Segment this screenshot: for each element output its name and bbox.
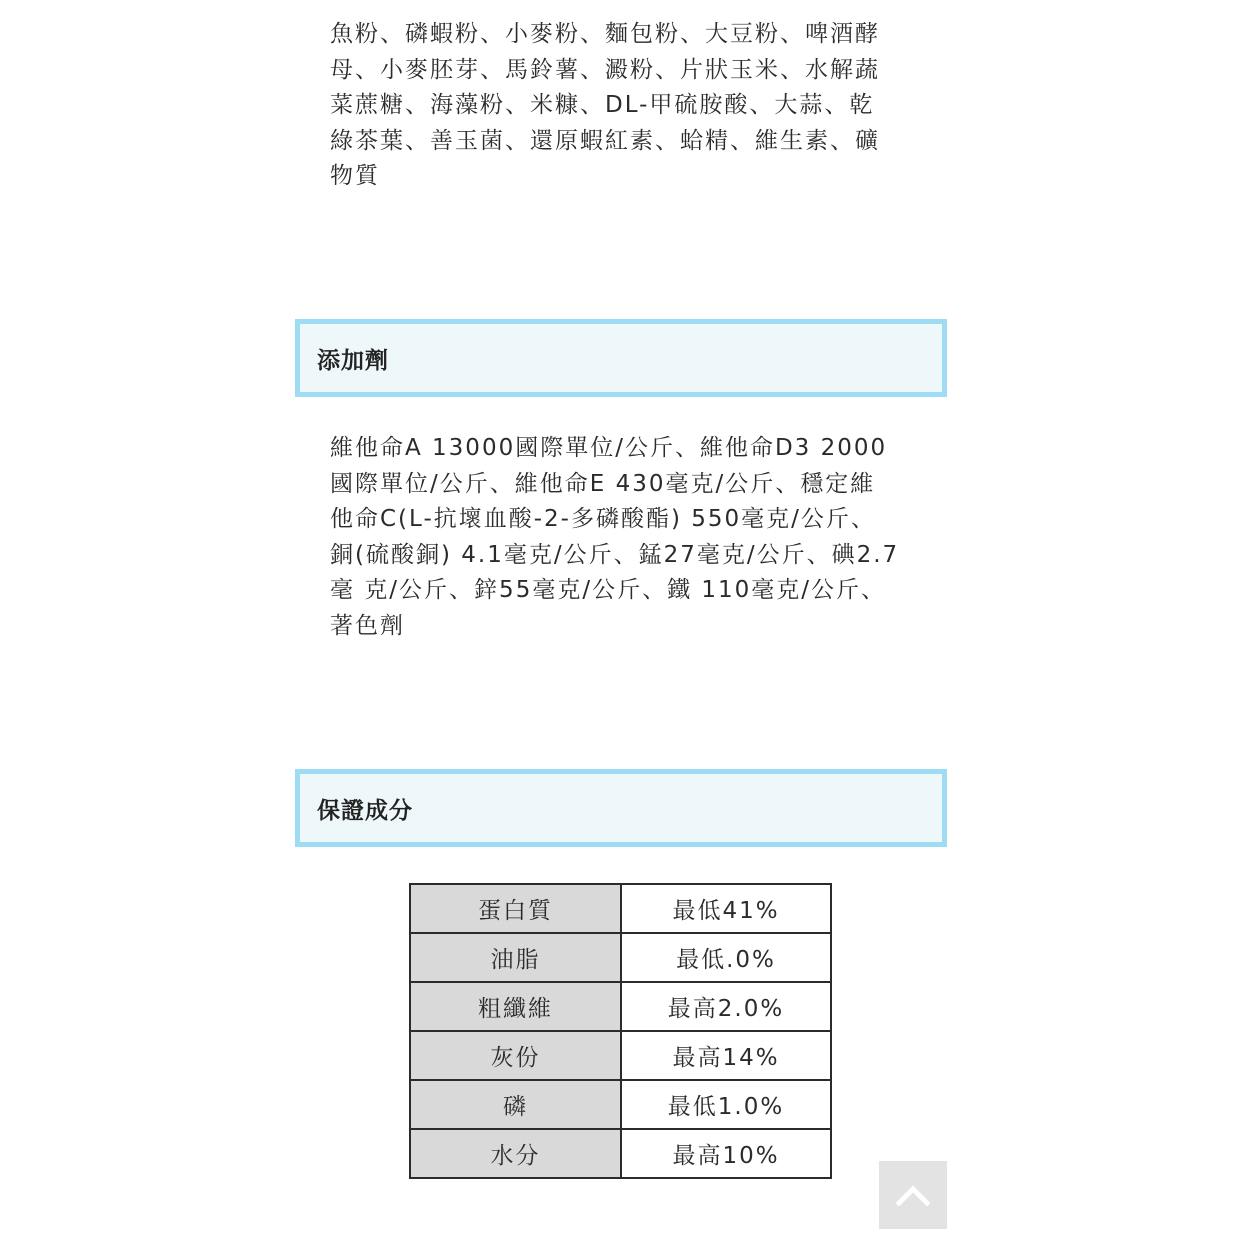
nutrient-label: 蛋白質 bbox=[410, 884, 621, 933]
guaranteed-analysis-section-header bbox=[295, 769, 947, 847]
table-row bbox=[410, 1129, 831, 1178]
table-row bbox=[410, 1031, 831, 1080]
nutrient-value: 最高14% bbox=[621, 1031, 831, 1080]
table-row bbox=[410, 1080, 831, 1129]
table-row bbox=[410, 933, 831, 982]
guaranteed-analysis-table bbox=[409, 883, 832, 1179]
nutrient-value: 最低.0% bbox=[621, 933, 831, 982]
additives-section-title: 添加劑 bbox=[317, 347, 389, 374]
table-row bbox=[410, 884, 831, 933]
back-to-top-button[interactable] bbox=[879, 1161, 947, 1229]
nutrient-value: 最低1.0% bbox=[621, 1080, 831, 1129]
ingredients-text: 魚粉、磷蝦粉、小麥粉、麵包粉、大豆粉、啤酒酵 母、小麥胚芽、馬鈴薯、澱粉、片狀玉米、水解蔬 菜蔗糖、海藻粉、米糠、DL-甲硫胺酸、大蒜、乾 綠茶葉、善玉菌、還原蝦紅素、蛤精、維生素、礦 物質 bbox=[330, 21, 880, 189]
chevron-up-icon bbox=[896, 1184, 930, 1206]
nutrient-label: 油脂 bbox=[410, 933, 621, 982]
nutrient-value: 最高10% bbox=[621, 1129, 831, 1178]
nutrient-value: 最高2.0% bbox=[621, 982, 831, 1031]
guaranteed-analysis-section-title: 保證成分 bbox=[317, 797, 413, 824]
additives-section-header bbox=[295, 319, 947, 397]
nutrient-label: 灰份 bbox=[410, 1031, 621, 1080]
nutrient-label: 磷 bbox=[410, 1080, 621, 1129]
nutrient-value: 最低41% bbox=[621, 884, 831, 933]
additives-text: 維他命A 13000國際單位/公斤、維他命D3 2000 國際單位/公斤、維他命E 430毫克/公斤、穩定維 他命C(L-抗壞血酸-2-多磷酸酯) 550毫克/公斤、 銅(硫酸銅) 4.1毫克/公斤、錳27毫克/公斤、碘2.7 毫 克/公斤、鋅55毫克/公斤、鐵 110毫克/公斤、 著色劑 bbox=[330, 435, 900, 639]
nutrient-label: 水分 bbox=[410, 1129, 621, 1178]
table-row bbox=[410, 982, 831, 1031]
nutrient-label: 粗纖維 bbox=[410, 982, 621, 1031]
